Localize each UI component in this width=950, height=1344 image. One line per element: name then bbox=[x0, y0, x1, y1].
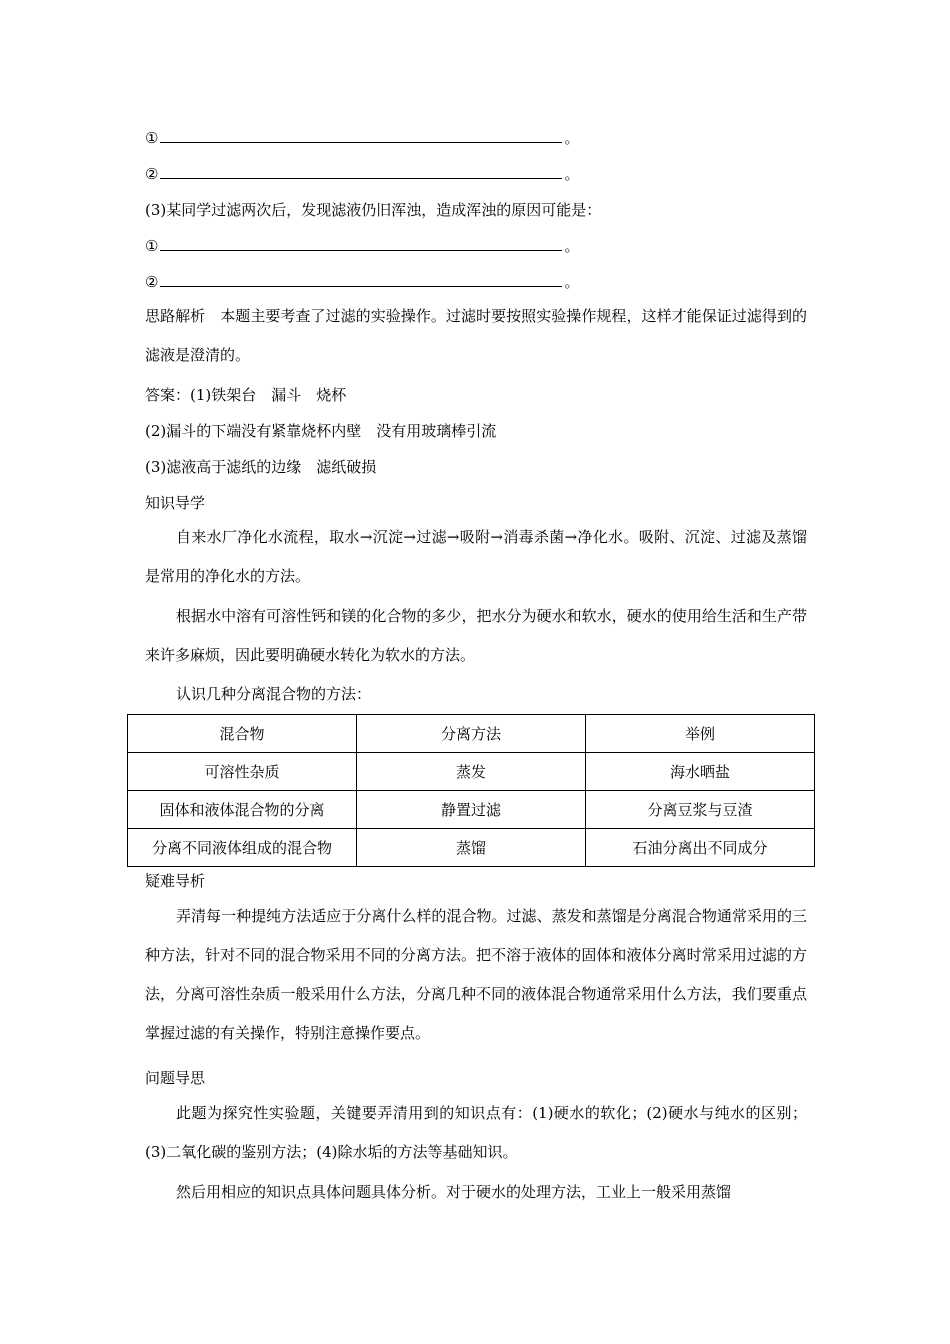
answer-line-3: (3)滤液高于滤纸的边缘 滤纸破损 bbox=[145, 458, 377, 476]
table-cell: 分离不同液体组成的混合物 bbox=[128, 829, 357, 867]
q3-blank-1 bbox=[145, 236, 579, 256]
q3-blank-2 bbox=[145, 272, 579, 292]
table-cell: 蒸发 bbox=[357, 753, 586, 791]
knowledge-paragraph-2: 根据水中溶有可溶性钙和镁的化合物的多少，把水分为硬水和软水，硬水的使用给生活和生产带来许多麻烦，因此要明确硬水转化为软水的方法。 bbox=[145, 607, 807, 664]
table-cell: 分离豆浆与豆渣 bbox=[586, 791, 815, 829]
q2-blank-2-number: ② bbox=[145, 165, 159, 183]
q3-question: (3)某同学过滤两次后，发现滤液仍旧浑浊，造成浑浊的原因可能是： bbox=[145, 201, 602, 219]
table-cell: 石油分离出不同成分 bbox=[586, 829, 815, 867]
table-row bbox=[128, 753, 815, 791]
q3-blank-2-end: 。 bbox=[564, 273, 580, 291]
answer-blank[interactable] bbox=[160, 272, 562, 287]
q2-blank-2-end: 。 bbox=[564, 165, 580, 183]
q3-blank-2-number: ② bbox=[145, 273, 159, 291]
answer-blank[interactable] bbox=[160, 164, 562, 179]
problem-heading: 问题导思 bbox=[145, 1069, 206, 1087]
table-header-cell: 混合物 bbox=[128, 715, 357, 753]
knowledge-paragraph-3: 认识几种分离混合物的方法： bbox=[176, 685, 372, 703]
table-cell: 蒸馏 bbox=[357, 829, 586, 867]
q3-blank-1-number: ① bbox=[145, 237, 159, 255]
table-cell: 静置过滤 bbox=[357, 791, 586, 829]
table-cell: 可溶性杂质 bbox=[128, 753, 357, 791]
table-header-row bbox=[128, 715, 815, 753]
answer-line-2: (2)漏斗的下端没有紧靠烧杯内壁 没有用玻璃棒引流 bbox=[145, 422, 497, 440]
separation-methods-table bbox=[127, 714, 815, 867]
problem-paragraph-1: 此题为探究性实验题，关键要弄清用到的知识点有：(1)硬水的软化；(2)硬水与纯水的区别；(3)二氧化碳的鉴别方法；(4)除水垢的方法等基础知识。 bbox=[145, 1104, 807, 1161]
difficulty-heading: 疑难导析 bbox=[145, 872, 206, 890]
table-row bbox=[128, 791, 815, 829]
q2-blank-1-end: 。 bbox=[564, 129, 580, 147]
table-cell: 海水晒盐 bbox=[586, 753, 815, 791]
knowledge-heading: 知识导学 bbox=[145, 494, 206, 512]
table-cell: 固体和液体混合物的分离 bbox=[128, 791, 357, 829]
table-header-cell: 举例 bbox=[586, 715, 815, 753]
knowledge-paragraph-1: 自来水厂净化水流程，取水→沉淀→过滤→吸附→消毒杀菌→净化水。吸附、沉淀、过滤及蒸馏是常用的净化水的方法。 bbox=[145, 528, 807, 585]
q2-blank-1-number: ① bbox=[145, 129, 159, 147]
difficulty-paragraph: 弄清每一种提纯方法适应于分离什么样的混合物。过滤、蒸发和蒸馏是分离混合物通常采用的三种方法，针对不同的混合物采用不同的分离方法。把不溶于液体的固体和液体分离时常采用过滤的方法，分离可溶性杂质一般采用什么方法，分离几种不同的液体混合物通常采用什么方法，我们要重点掌握过滤的有关操作，特别注意操作要点。 bbox=[145, 907, 807, 1042]
analysis-paragraph: 思路解析 本题主要考查了过滤的实验操作。过滤时要按照实验操作规程，这样才能保证过滤得到的滤液是澄清的。 bbox=[145, 307, 807, 364]
problem-paragraph-2: 然后用相应的知识点具体问题具体分析。对于硬水的处理方法，工业上一般采用蒸馏 bbox=[176, 1183, 732, 1201]
q3-blank-1-end: 。 bbox=[564, 237, 580, 255]
answer-line-1: 答案：(1)铁架台 漏斗 烧杯 bbox=[145, 386, 347, 404]
q2-blank-1 bbox=[145, 128, 579, 148]
table-header-cell: 分离方法 bbox=[357, 715, 586, 753]
table-row bbox=[128, 829, 815, 867]
answer-blank[interactable] bbox=[160, 236, 562, 251]
answer-blank[interactable] bbox=[160, 128, 562, 143]
q2-blank-2 bbox=[145, 164, 579, 184]
